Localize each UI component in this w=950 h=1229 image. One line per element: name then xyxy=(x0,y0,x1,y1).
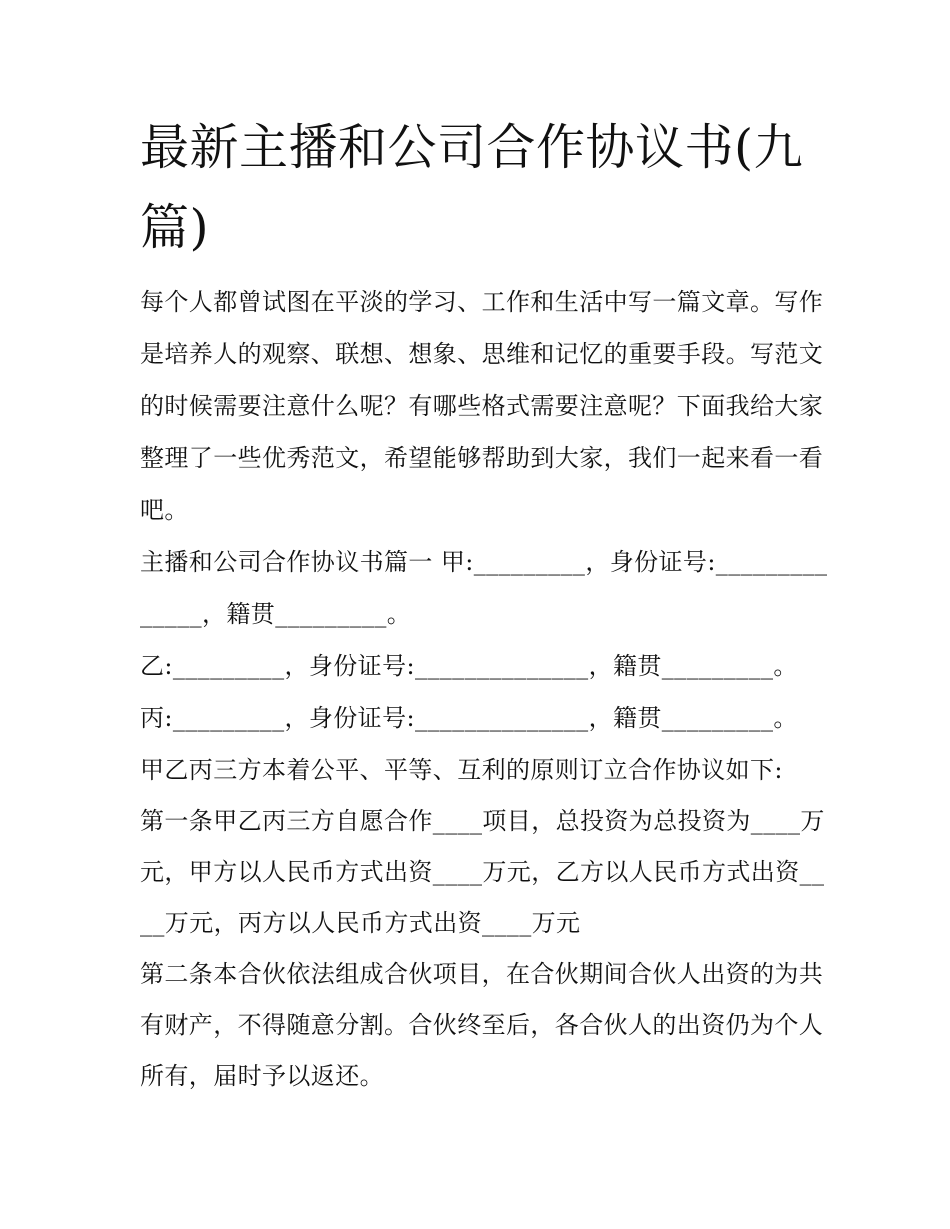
document-title: 最新主播和公司合作协议书(九篇) xyxy=(140,119,804,256)
party-b-paragraph: 乙:_________，身份证号:______________，籍贯_________。 xyxy=(140,652,798,680)
article-two-paragraph: 第二条本合伙依法组成合伙项目，在合伙期间合伙人出资的为共有财产，不得随意分割。合伙终至后，各合伙人的出资仍为个人所有，届时予以返还。 xyxy=(140,960,824,1090)
article-one-paragraph: 第一条甲乙丙三方自愿合作____项目，总投资为总投资为____万元，甲方以人民币方式出资____万元，乙方以人民币方式出资____万元，丙方以人民币方式出资____万元 xyxy=(140,807,825,937)
party-c-paragraph: 丙:_________，身份证号:______________，籍贯_________。 xyxy=(140,704,798,732)
document-body xyxy=(140,276,830,1102)
agreement-intro-paragraph: 甲乙丙三方本着公平、平等、互利的原则订立合作协议如下: xyxy=(140,756,783,784)
party-a-paragraph: 主播和公司合作协议书篇一 甲:_________，身份证号:______________，籍贯_________。 xyxy=(140,548,828,628)
intro-paragraph: 每个人都曾试图在平淡的学习、工作和生活中写一篇文章。写作是培养人的观察、联想、想象、思维和记忆的重要手段。写范文的时候需要注意什么呢？有哪些格式需要注意呢？下面我给大家整理了一些优秀范文，希望能够帮助到大家，我们一起来看一看吧。 xyxy=(140,288,824,524)
